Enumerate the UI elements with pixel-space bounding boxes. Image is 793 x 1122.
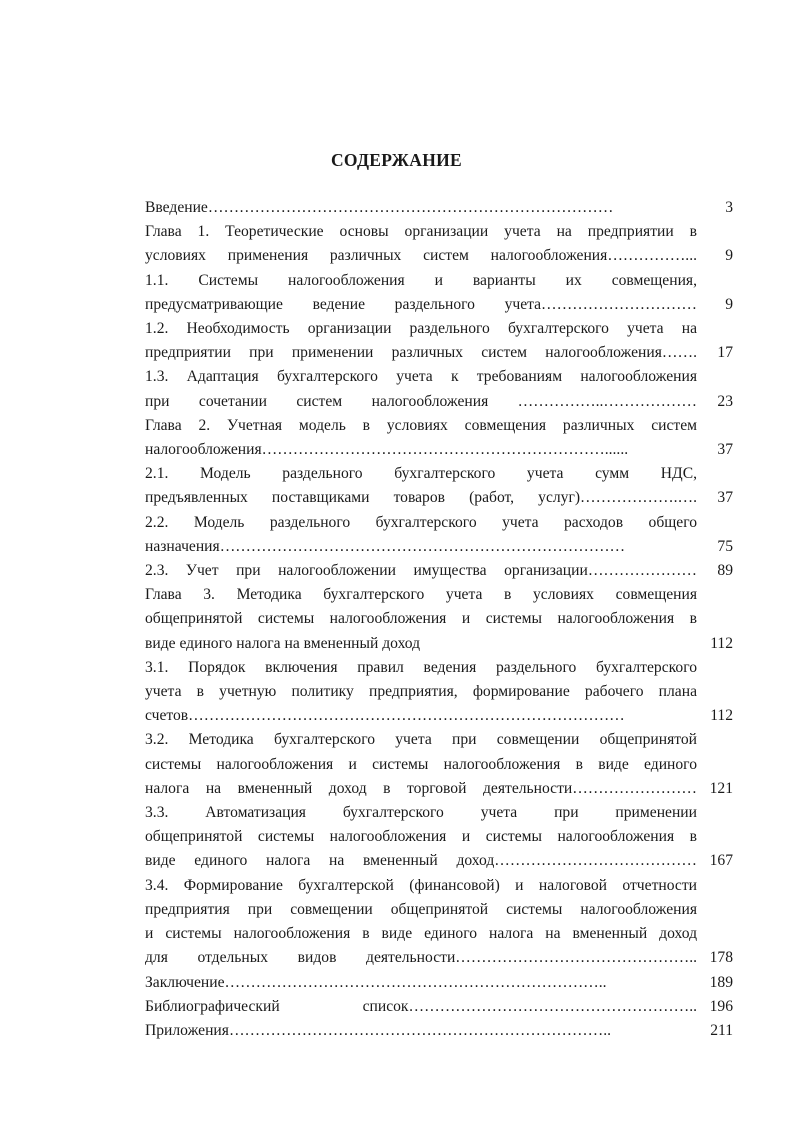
- toc-page-number: 3: [725, 199, 733, 216]
- toc-page-number: 211: [710, 1021, 733, 1039]
- toc-entry: [145, 365, 733, 413]
- toc-entry-line: 1.1. Системы налогообложения и варианты их совмещения,: [145, 271, 697, 289]
- toc-entry: [145, 317, 733, 365]
- toc-entry-line: общепринятой системы налогообложения и системы налогообложения в: [145, 828, 697, 846]
- toc-entry-line: 3.3. Автоматизация бухгалтерского учета при применении: [145, 804, 697, 822]
- toc-entry: [145, 995, 733, 1019]
- toc-entry-line: предусматривающие ведение раздельного учета…………………………: [145, 295, 697, 313]
- toc-page-number: 167: [709, 852, 733, 870]
- toc-entry-line: Глава 1. Теоретические основы организации учета на предприятии в: [145, 223, 697, 241]
- toc-entry-line: 3.1. Порядок включения правил ведения раздельного бухгалтерского: [145, 658, 697, 676]
- table-of-contents: [145, 196, 733, 1043]
- toc-entry: [145, 220, 733, 268]
- toc-entry-line: 2.2. Модель раздельного бухгалтерского учета расходов общего: [145, 513, 697, 531]
- toc-entry-line: предприятия при совмещении общепринятой системы налогообложения: [145, 900, 697, 918]
- toc-entry-line: Введение……………………………………………………………………: [145, 199, 614, 216]
- toc-entry-line: системы налогообложения и системы налогообложения в виде единого: [145, 755, 697, 773]
- toc-entry-line: условиях применения различных систем налогообложения……………...: [145, 247, 697, 265]
- toc-entry-line: предприятии при применении различных систем налогообложения…….: [145, 344, 697, 362]
- toc-entry: [145, 1019, 733, 1043]
- toc-entry-line: 1.3. Адаптация бухгалтерского учета к требованиям налогообложения: [145, 368, 697, 386]
- toc-page-number: 189: [709, 973, 733, 991]
- toc-entry-line: Приложения………………………………………………………………..: [145, 1021, 611, 1039]
- toc-entry: [145, 728, 733, 801]
- toc-entry: [145, 414, 733, 462]
- toc-entry-line: виде единого налога на вмененный доход…………………………………: [145, 852, 697, 870]
- toc-entry-line: при сочетании систем налогообложения ……………..………………: [145, 392, 697, 410]
- toc-entry-line: и системы налогообложения в виде единого налога на вмененный доход: [145, 925, 697, 943]
- toc-entry-line: 3.4. Формирование бухгалтерской (финансовой) и налоговой отчетности: [145, 876, 697, 894]
- toc-entry: [145, 269, 733, 317]
- toc-entry-line: назначения……………………………………………………………………: [145, 537, 626, 555]
- toc-page-number: 178: [709, 949, 733, 967]
- toc-entry: [145, 196, 733, 220]
- toc-page-number: 37: [717, 441, 733, 459]
- toc-page-number: 23: [717, 392, 733, 410]
- toc-entry-line: Заключение………………………………………………………………..: [145, 973, 607, 991]
- toc-entry-line: 1.2. Необходимость организации раздельного бухгалтерского учета на: [145, 320, 697, 338]
- toc-entry-line: Библиографический список………………………………………………..: [145, 997, 697, 1015]
- toc-page-number: 37: [717, 489, 733, 507]
- toc-page-number: 112: [710, 707, 733, 725]
- toc-entry: [145, 801, 733, 874]
- page-title: СОДЕРЖАНИЕ: [330, 150, 462, 170]
- toc-entry-line: счетов…………………………………………………………………………: [145, 707, 625, 725]
- toc-entry: [145, 583, 733, 656]
- toc-page-number: 9: [725, 295, 733, 313]
- toc-entry-line: общепринятой системы налогообложения и системы налогообложения в: [145, 610, 697, 628]
- toc-page-number: 9: [725, 247, 733, 265]
- toc-entry: [145, 971, 733, 995]
- toc-entry-line: налога на вмененный доход в торговой деятельности……………………: [145, 779, 697, 797]
- toc-entry-line: предъявленных поставщиками товаров (работ, услуг)……………….….: [145, 489, 697, 507]
- toc-page-number: 121: [709, 779, 733, 797]
- toc-entry: [145, 874, 733, 971]
- toc-entry: [145, 511, 733, 559]
- toc-entry-line: налогообложения…………………………………………………………......: [145, 441, 629, 459]
- toc-entry-line: 2.1. Модель раздельного бухгалтерского учета сумм НДС,: [145, 465, 697, 483]
- toc-entry-line: для отдельных видов деятельности………………………………………..: [145, 949, 697, 967]
- toc-page-number: 17: [717, 344, 733, 362]
- toc-entry-line: 2.3. Учет при налогообложении имущества организации…………………: [145, 562, 697, 580]
- toc-entry-line: Глава 2. Учетная модель в условиях совмещения различных систем: [145, 416, 697, 434]
- toc-entry-line: виде единого налога на вмененный доход: [145, 634, 421, 652]
- toc-page-number: 89: [717, 562, 733, 580]
- toc-entry-line: 3.2. Методика бухгалтерского учета при совмещении общепринятой: [145, 731, 697, 749]
- toc-page-number: 112: [710, 634, 733, 652]
- toc-entry: [145, 559, 733, 583]
- toc-entry: [145, 462, 733, 510]
- toc-page-number: 75: [717, 537, 733, 555]
- toc-page-number: 196: [709, 997, 733, 1015]
- toc-entry-line: учета в учетную политику предприятия, формирование рабочего плана: [145, 683, 697, 701]
- toc-entry: [145, 656, 733, 729]
- toc-entry-line: Глава 3. Методика бухгалтерского учета в условиях совмещения: [145, 586, 697, 604]
